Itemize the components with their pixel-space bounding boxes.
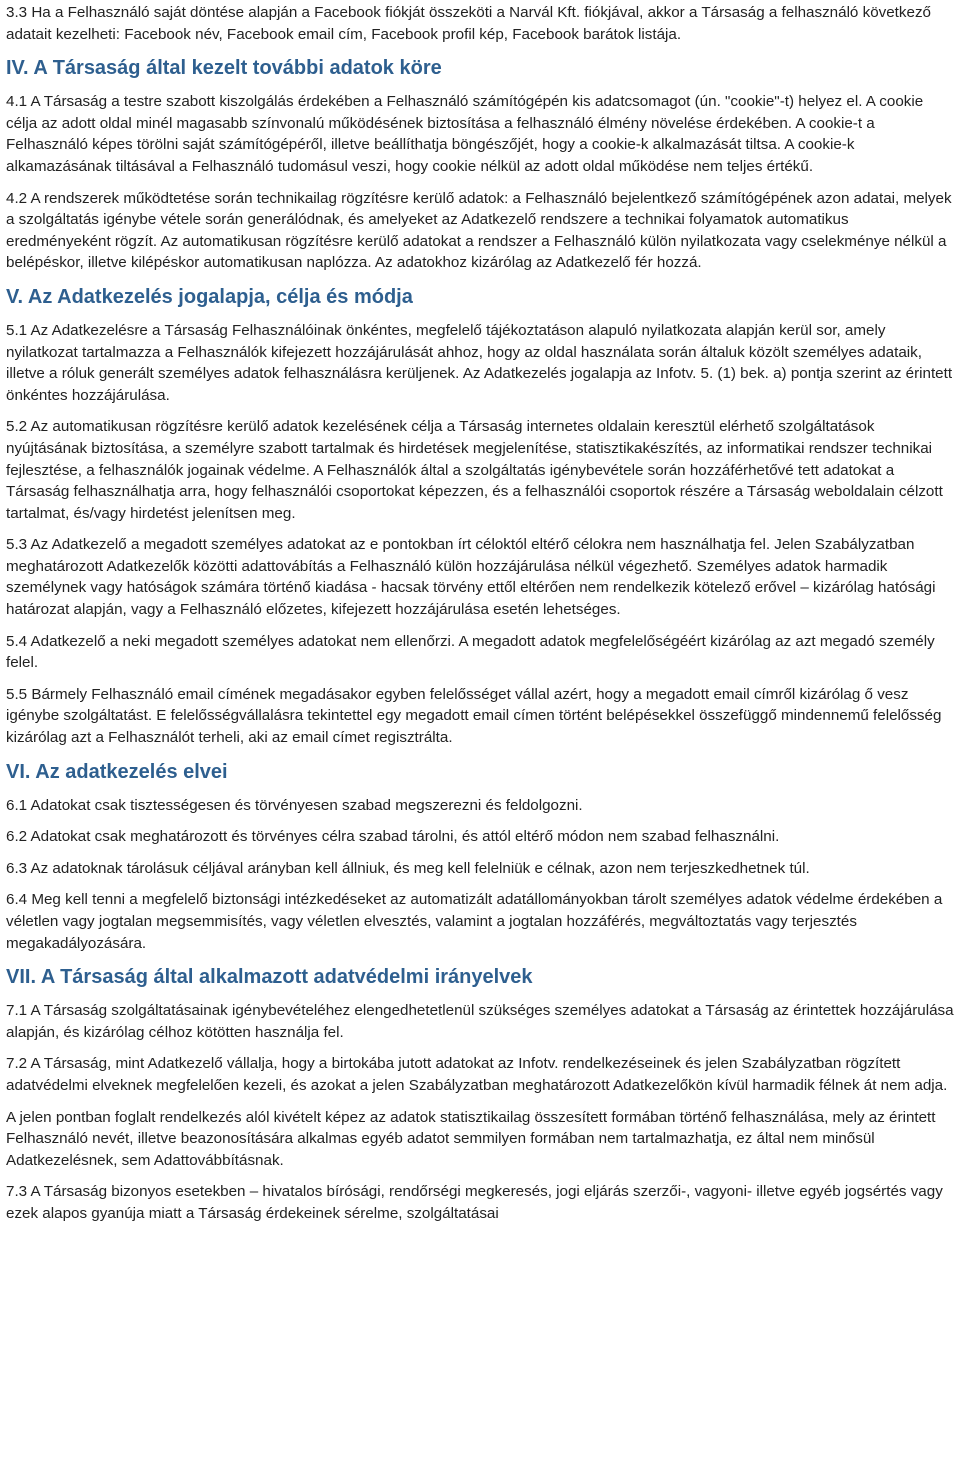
paragraph-5-2: 5.2 Az automatikusan rögzítésre kerülő adatok kezelésének célja a Társaság internetes oldalain keresztül elérhető szolgáltatások nyújtásának biztosítása, a személyre szabott tartalmak és hirdetések megjelenítése, statisztikakészítés, az informatikai rendszer technikai fejlesztése, a felhasználók jogainak védelme. A Felhasználók által a szolgáltatás igénybevétele során hozzáférhetővé tett adatokat a Társaság felhasználhatja arra, hogy felhasználói csoportokat képezzen, és a felhasználói csoportok részére a Társaság weboldalain célzott tartalmat, és/vagy hirdetést jelenítsen meg. bbox=[6, 418, 943, 522]
paragraph-7-3: 7.3 A Társaság bizonyos esetekben – hivatalos bírósági, rendőrségi megkeresés, jogi eljárás szerzői-, vagyoni- illetve egyéb jogsértés vagy ezek alapos gyanúja miatt a Társaság érdekeinek sérelme, szolgáltatásai bbox=[6, 1183, 943, 1222]
paragraph-6-1: 6.1 Adatokat csak tisztességesen és törvényesen szabad megszerezni és feldolgozni. bbox=[6, 796, 583, 814]
paragraph-6-2: 6.2 Adatokat csak meghatározott és törvényes célra szabad tárolni, és attól eltérő módon nem szabad felhasználni. bbox=[6, 828, 780, 846]
heading-section-vi: VI. Az adatkezelés elvei bbox=[6, 760, 228, 783]
paragraph-5-1: 5.1 Az Adatkezelésre a Társaság Felhasználóinak önkéntes, megfelelő tájékoztatáson alapuló nyilatkozata alapján kerül sor, amely nyilatkozat tartalmazza a Felhasználók kifejezett hozzájárulását ahhoz, hogy az oldal használata során általuk közölt személyes adataik, illetve a róluk generált személyes adatok felhasználásra kerüljenek. Az Adatkezelés jogalapja az Infotv. 5. (1) bek. a) pontja szerint az érintett önkéntes hozzájárulása. bbox=[6, 321, 953, 404]
heading-section-iv: IV. A Társaság által kezelt további adatok köre bbox=[6, 57, 442, 80]
heading-section-v: V. Az Adatkezelés jogalapja, célja és módja bbox=[6, 285, 413, 308]
paragraph-7-2-exception: A jelen pontban foglalt rendelkezés alól kivételt képez az adatok statisztikailag összesített formában történő felhasználása, mely az érintett Felhasználó nevét, illetve beazonosítására alkalmas egyéb adatot semmilyen formában nem tartalmazhatja, ez által nem minősül Adatkezelésnek, sem Adattovábbításnak. bbox=[6, 1108, 936, 1169]
paragraph-4-2: 4.2 A rendszerek működtetése során technikailag rögzítésre kerülő adatok: a Felhasználó bejelentkező számítógépének azon adatai, melyek a szolgáltatás igénybe vétele során generálódnak, és amelyeket az Adatkezelő rendszere a technikai folyamatok automatikus eredményeként rögzít. Az automatikusan rögzítésre kerülő adatokat a rendszer a Felhasználó külön nyilatkozata vagy cselekménye nélkül a belépéskor, illetve kilépéskor automatikusan naplózza. Az adatokhoz kizárólag az Adatkezelő fér hozzá. bbox=[6, 189, 952, 272]
paragraph-5-5: 5.5 Bármely Felhasználó email címének megadásakor egyben felelősséget vállal azért, hogy a megadott email címről kizárólag ő vesz igénybe szolgáltatást. E felelősségvállalásra tekintettel egy megadott email címen történt belépésekkel összefüggő mindennemű felelősség kizárólag azt a Felhasználót terheli, aki az email címet regisztrálta. bbox=[6, 685, 942, 747]
paragraph-4-1: 4.1 A Társaság a testre szabott kiszolgálás érdekében a Felhasználó számítógépén kis adatcsomagot (ún. "cookie"-t) helyez el. A cookie célja az adott oldal minél magasabb színvonalú működésének biztosítása a felhasználó élmény növelése érdekében. A cookie-t a Felhasználó képes törölni saját számítógépéről, illetve beállíthatja böngészőjét, hogy a cookie-k alkalmazását tiltsa. A cookie-k alkamazásának tiltásával a Felhasználó tudomásul veszi, hogy cookie nélkül az adott oldal működése nem teljes értékű. bbox=[6, 93, 924, 175]
paragraph-7-1: 7.1 A Társaság szolgáltatásainak igénybevételéhez elengedhetetlenül szükséges személyes adatokat a Társaság az érintettek hozzájárulása alapján, és kizárólag célhoz kötötten használja fel. bbox=[6, 1002, 954, 1041]
paragraph-3-3: 3.3 Ha a Felhasználó saját döntése alapján a Facebook fiókját összeköti a Narvál Kft. fiókjával, akkor a Társaság a felhasználó következő adatait kezelheti: Facebook név, Facebook email cím, Facebook profil kép, Facebook barátok listája. bbox=[6, 4, 931, 43]
paragraph-6-3: 6.3 Az adatoknak tárolásuk céljával arányban kell állniuk, és meg kell felelniük e célnak, azon nem terjeszkedhetnek túl. bbox=[6, 859, 810, 877]
paragraph-6-4: 6.4 Meg kell tenni a megfelelő biztonsági intézkedéseket az automatizált adatállományokban tárolt személyes adatok védelme érdekében a véletlen vagy jogtalan megsemmisítés, vagy véletlen elvesztés, valamint a jogtalan hozzáférés, megváltoztatás vagy terjesztés megakadályozására. bbox=[6, 891, 943, 952]
paragraph-7-2: 7.2 A Társaság, mint Adatkezelő vállalja, hogy a birtokába jutott adatokat az Infotv. rendelkezéseinek és jelen Szabályzatban rögzített adatvédelmi elveknek megfelelően kezeli, és azokat a jelen Szabályzatban meghatározott Adatkezelőkön kívül harmadik félnek át nem adja. bbox=[6, 1055, 948, 1094]
heading-section-vii: VII. A Társaság által alkalmazott adatvédelmi irányelvek bbox=[6, 966, 533, 989]
paragraph-5-3: 5.3 Az Adatkezelő a megadott személyes adatokat az e pontokban írt céloktól eltérő célokra nem használhatja fel. Jelen Szabályzatban meghatározott Adatkezelők közötti adattovábítás a Felhasználó külön hozzájárulása nélkül végezhető. Személyes adatok harmadik személynek vagy hatóságok számára történő kiadása - hacsak törvény ettől eltérően nem rendelkezik kötelező erővel – kizárólag hatósági határozat alapján, vagy a Felhasználó előzetes, kifejezett hozzájárulása esetén lehetséges. bbox=[6, 536, 936, 619]
paragraph-5-4: 5.4 Adatkezelő a neki megadott személyes adatokat nem ellenőrzi. A megadott adatok megfelelőségéért kizárólag az azt megadó személy felel. bbox=[6, 632, 935, 672]
document-page bbox=[0, 2, 960, 1225]
